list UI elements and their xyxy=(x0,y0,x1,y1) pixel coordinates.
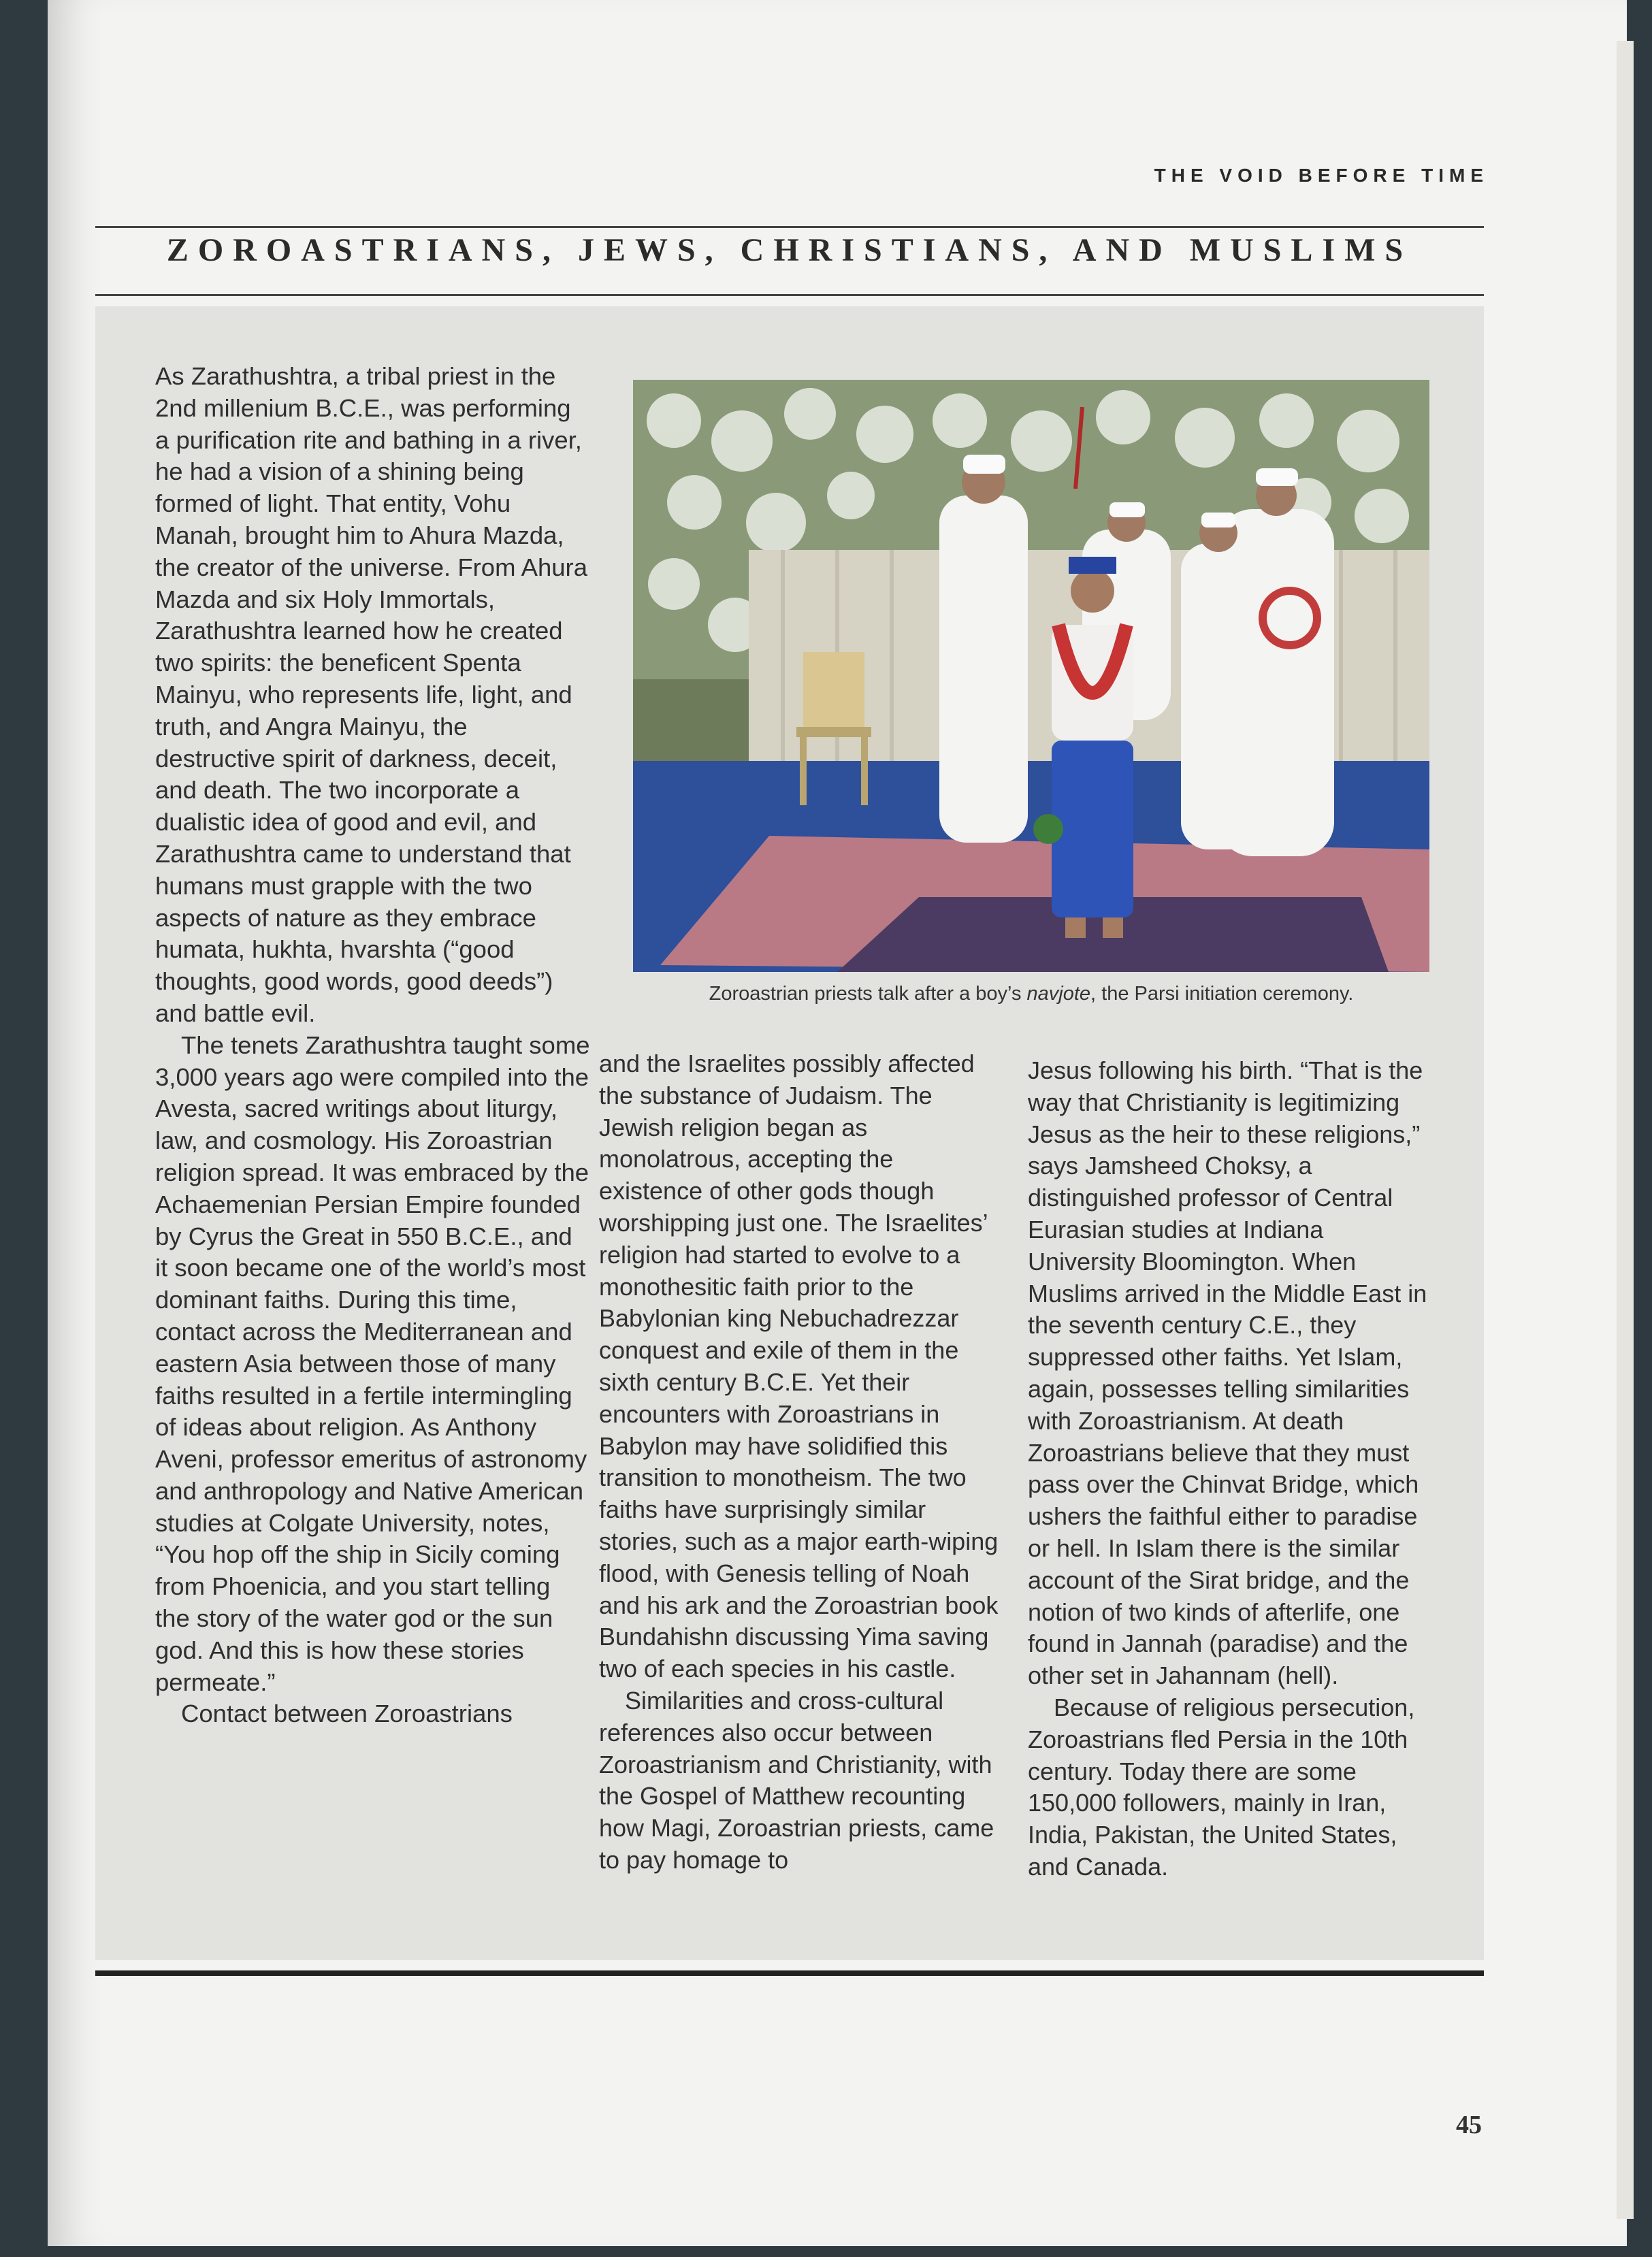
paragraph: and the Israelites possibly affected the substance of Judaism. The Jewish religion began as monolatrous, accepting the existence of other gods though worshipping just one. The Israelites’ religion had started to evolve to a monothesitic faith prior to the Babylonian king Nebuchadrezzar conquest and exile of them in the sixth century B.C.E. Yet their encounters with Zoroastrians in Babylon may have solidified this transition to monotheism. The two faiths have surprisingly similar stories, such as a major earth-wiping flood, with Genesis telling of Noah and his ark and the Zoroastrian book Bundahishn discussing Yima saving two of each species in his castle. xyxy=(599,1050,999,1683)
title-top-rule xyxy=(95,226,1484,228)
ceremony-illustration xyxy=(633,380,1429,972)
title-bottom-rule xyxy=(95,294,1484,296)
paragraph: Jesus following his birth. “That is the way that Christianity is legitimizing Jesus as the heir to these religions,” says Jamsheed Choksy, a distinguished professor of Central Eurasian studies at Indiana University Bloomington. When Muslims arrived in the Middle East in the seventh century C.E., they suppressed other faiths. Yet Islam, again, possesses telling similarities with Zoroastrianism. At death Zoroastrians believe that they must pass over the Chinvat Bridge, which ushers the faithful either to paradise or hell. In Islam there is the similar account of the Sirat bridge, and the notion of two kinds of afterlife, one found in Jannah (paradise) and the other set in Jahannam (hell). xyxy=(1028,1056,1427,1690)
caption-italic: navjote xyxy=(1026,983,1091,1005)
page-edge xyxy=(1617,41,1634,2219)
running-head: THE VOID BEFORE TIME xyxy=(1154,165,1489,186)
caption-text-end: , the Parsi initiation ceremony. xyxy=(1090,983,1354,1005)
article-title: ZOROASTRIANS, JEWS, CHRISTIANS, AND MUSLIMS xyxy=(166,232,1413,268)
text-column-2 xyxy=(599,1048,1001,1877)
paragraph: Contact between Zoroastrians xyxy=(181,1700,513,1728)
page-number: 45 xyxy=(1456,2111,1482,2139)
photo-caption xyxy=(633,983,1429,1005)
panel-bottom-rule xyxy=(95,1970,1484,1976)
paragraph: The tenets Zarathushtra taught some 3,000 years ago were compiled into the Avesta, sacred writings about liturgy, law, and cosmology. His Zoroastrian religion spread. It was embraced by the Achaemenian Persian Empire founded by Cyrus the Great in 550 B.C.E., and it soon became one of the world’s most dominant faiths. During this time, contact across the Mediterranean and eastern Asia between those of many faiths resulted in a fertile intermingling of ideas about religion. As Anthony Aveni, professor emeritus of astronomy and anthropology and Native American studies at Colgate University, notes, “You hop off the ship in Sicily coming from Phoenicia, and you start telling the story of the water god or the sun god. And this is how these stories permeate.” xyxy=(155,1030,590,1696)
paragraph: As Zarathushtra, a tribal priest in the 2nd millenium B.C.E., was performing a purification rite and bathing in a river, he had a vision of a shining being formed of light. That entity, Vohu Manah, brought him to Ahura Mazda, the creator of the universe. From Ahura Mazda and six Holy Immortals, Zarathushtra learned how he created two spirits: the beneficent Spenta Mainyu, who represents life, light, and truth, and Angra Mainyu, the destructive spirit of darkness, deceit, and death. The two incorporate a dualistic idea of good and evil, and Zarathushtra came to understand that humans must grapple with the two aspects of nature as they embrace humata, hukhta, hvarshta (“good thoughts, good words, good deeds”) and battle evil. xyxy=(155,362,588,1027)
text-column-1 xyxy=(155,361,591,1730)
ceremony-photo xyxy=(633,380,1429,972)
text-column-3 xyxy=(1028,1055,1429,1883)
paragraph: Similarities and cross-cultural references also occur between Zoroastrianism and Christianity, with the Gospel of Matthew recounting how Magi, Zoroastrian priests, came to pay homage to xyxy=(599,1686,994,1874)
paragraph: Because of religious persecution, Zoroastrians fled Persia in the 10th century. Today there are some 150,000 followers, mainly in Iran, India, Pakistan, the United States, and Canada. xyxy=(1028,1693,1415,1881)
caption-text: Zoroastrian priests talk after a boy’s xyxy=(709,983,1027,1005)
